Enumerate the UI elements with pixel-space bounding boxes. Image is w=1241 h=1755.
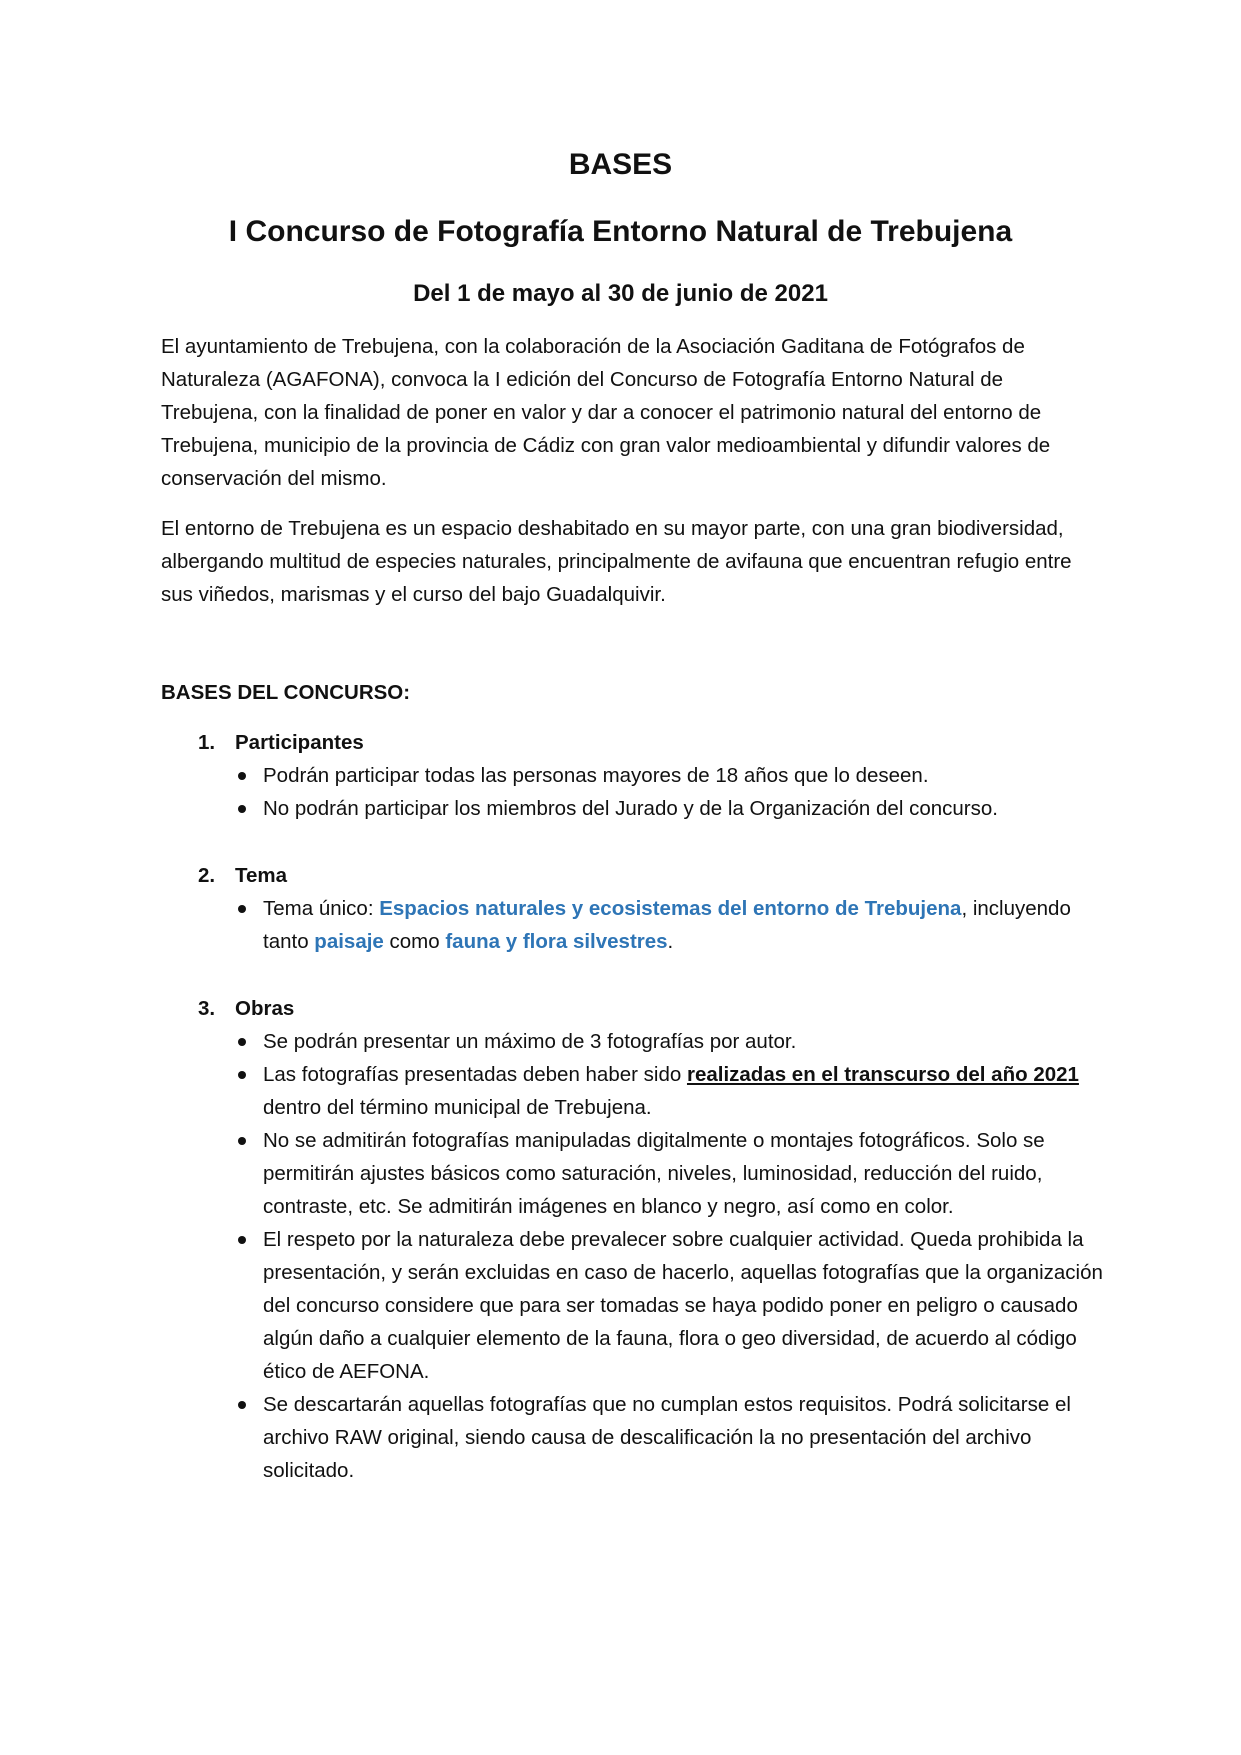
list-item [263, 1058, 1103, 1124]
bullet-icon [238, 905, 246, 913]
section-number: 3. [198, 997, 216, 1020]
intro-paragraph-2: El entorno de Trebujena es un espacio deshabitado en su mayor parte, con una gran biodiversidad, albergando multitud de especies naturales, principalmente de avifauna que encuentran refugio entre sus viñedos, marismas y el curso del bajo Guadalquivir. [161, 517, 1072, 606]
section-title-obras [198, 992, 294, 1025]
section-number: 1. [198, 731, 216, 754]
theme-highlight-ecosystems: Espacios naturales y ecosistemas del entorno de Trebujena [379, 897, 962, 920]
list-item-text: El respeto por la naturaleza debe prevalecer sobre cualquier actividad. Queda prohibida la presentación, y serán excluidas en caso de hacerlo, aquellas fotografías que la organización del concurso considere que para ser tomadas se haya podido poner en peligro o causado algún daño a cualquier elemento de la fauna, flora o geo diversidad, de acuerdo al código ético de AEFONA. [263, 1228, 1103, 1383]
section-title-text: Participantes [235, 731, 364, 754]
section-number: 2. [198, 864, 216, 887]
list-item-text: Podrán participar todas las personas mayores de 18 años que lo deseen. [263, 764, 929, 787]
list-item-text: No se admitirán fotografías manipuladas digitalmente o montajes fotográficos. Solo se permitirán ajustes básicos como saturación, niveles, luminosidad, reducción del ruido, contraste, etc. Se admitirán imágenes en blanco y negro, así como en color. [263, 1129, 1045, 1218]
bullet-icon [238, 1137, 246, 1145]
bullet-icon [238, 1236, 246, 1244]
participantes-list [263, 759, 1103, 825]
list-item [263, 792, 1103, 825]
document-title: BASES [568, 148, 673, 181]
list-item [263, 892, 1103, 958]
document-subtitle: I Concurso de Fotografía Entorno Natural de Trebujena [228, 215, 1013, 248]
theme-suffix: . [667, 930, 674, 953]
list-item [263, 1388, 1103, 1487]
contest-dates: Del 1 de mayo al 30 de junio de 2021 [413, 280, 828, 307]
bullet-icon [238, 1071, 246, 1079]
list-item-suffix: dentro del término municipal de Trebujena. [263, 1096, 652, 1119]
list-item [263, 1124, 1103, 1223]
theme-highlight-paisaje: paisaje [314, 930, 384, 953]
list-item-text: Se descartarán aquellas fotografías que no cumplan estos requisitos. Podrá solicitarse el archivo RAW original, siendo causa de descalificación la no presentación del archivo solicitado. [263, 1393, 1071, 1482]
list-item [263, 1025, 1103, 1058]
list-item-text: No podrán participar los miembros del Jurado y de la Organización del concurso. [263, 797, 998, 820]
section-title-participantes [198, 726, 364, 759]
section-title-text: Tema [235, 864, 288, 887]
bullet-icon [238, 772, 246, 780]
bullet-icon [238, 805, 246, 813]
section-title-text: Obras [235, 997, 295, 1020]
theme-middle-1: , incluyendo tanto [263, 897, 1071, 953]
list-item [263, 759, 1103, 792]
year-requirement-emphasis: realizadas en el transcurso del año 2021 [686, 1063, 1079, 1086]
bases-heading: BASES DEL CONCURSO: [161, 681, 411, 704]
intro-paragraph-1: El ayuntamiento de Trebujena, con la colaboración de la Asociación Gaditana de Fotógrafos de Naturaleza (AGAFONA), convoca la I edición del Concurso de Fotografía Entorno Natural de Trebujena, con la finalidad de poner en valor y dar a conocer el patrimonio natural del entorno de Trebujena, municipio de la provincia de Cádiz con gran valor medioambiental y difundir valores de conservación del mismo. [161, 335, 1051, 490]
bullet-icon [238, 1401, 246, 1409]
theme-highlight-fauna-flora: fauna y flora silvestres [445, 930, 668, 953]
list-item-prefix: Las fotografías presentadas deben haber sido [263, 1063, 687, 1086]
theme-middle-2: como [383, 930, 446, 953]
tema-list [263, 892, 1103, 958]
obras-list [263, 1025, 1103, 1487]
theme-prefix: Tema único: [263, 897, 380, 920]
list-item-text: Se podrán presentar un máximo de 3 fotografías por autor. [263, 1030, 797, 1053]
section-title-tema [198, 859, 287, 892]
bullet-icon [238, 1038, 246, 1046]
list-item [263, 1223, 1103, 1388]
